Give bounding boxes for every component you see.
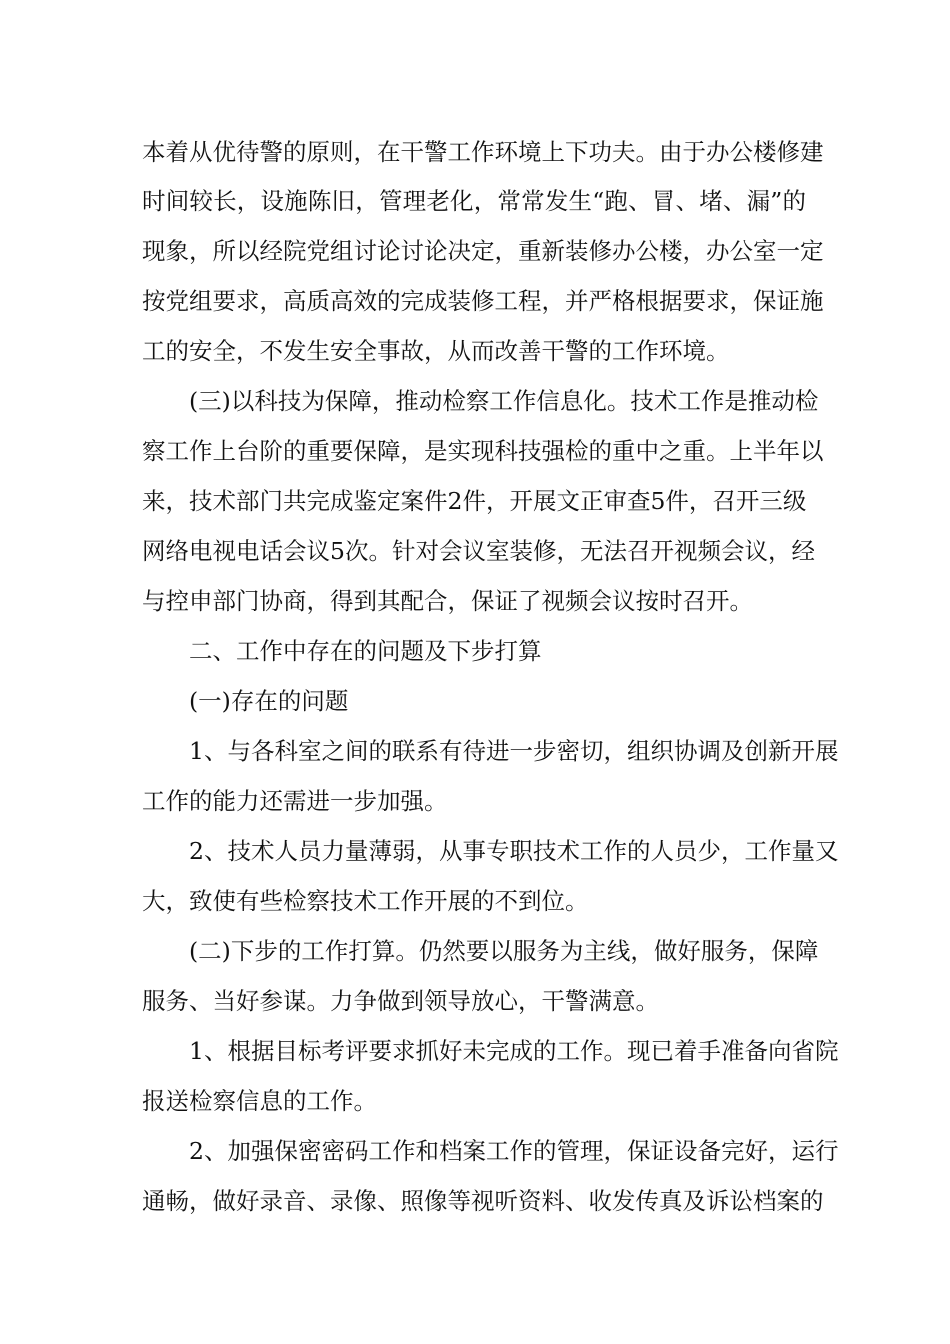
text-line: 网络电视电话会议5次。针对会议室装修，无法召开视频会议，经	[142, 537, 815, 565]
text-line: 工作的能力还需进一步加强。	[142, 787, 448, 815]
list-item-line: 2、技术人员力量薄弱，从事专职技术工作的人员少，工作量又	[189, 837, 839, 865]
text-line: 与控申部门协商，得到其配合，保证了视频会议按时召开。	[142, 587, 753, 615]
text-line: 本着从优待警的原则，在干警工作环境上下功夫。由于办公楼修建	[142, 138, 824, 166]
text-line: 报送检察信息的工作。	[142, 1087, 377, 1115]
text-line: 来，技术部门共完成鉴定案件2件，开展文正审查5件，召开三级	[142, 487, 807, 515]
section-heading: 二、工作中存在的问题及下步打算	[189, 637, 542, 665]
text-line: 时间较长，设施陈旧，管理老化，常常发生“跑、冒、堵、漏”的	[142, 187, 806, 215]
list-item-line: 1、根据目标考评要求抓好未完成的工作。现已着手准备向省院	[189, 1037, 839, 1065]
text-line: 服务、当好参谋。力争做到领导放心，干警满意。	[142, 987, 659, 1015]
text-line: 察工作上台阶的重要保障，是实现科技强检的重中之重。上半年以	[142, 437, 824, 465]
subsection-heading-line: (二)下步的工作打算。仍然要以服务为主线，做好服务，保障	[189, 937, 819, 965]
text-line: 大，致使有些检察技术工作开展的不到位。	[142, 887, 589, 915]
text-line: 工的安全，不发生安全事故，从而改善干警的工作环境。	[142, 337, 730, 365]
text-line: 按党组要求，高质高效的完成装修工程，并严格根据要求，保证施	[142, 287, 824, 315]
list-item-line: 2、加强保密密码工作和档案工作的管理，保证设备完好，运行	[189, 1137, 839, 1165]
text-line: 现象，所以经院党组讨论讨论决定，重新装修办公楼，办公室一定	[142, 237, 824, 265]
list-item-line: 1、与各科室之间的联系有待进一步密切，组织协调及创新开展	[189, 737, 839, 765]
text-line: 通畅，做好录音、录像、照像等视听资料、收发传真及诉讼档案的	[142, 1187, 824, 1215]
subsection-heading: (一)存在的问题	[189, 687, 349, 715]
section-heading-line: (三)以科技为保障，推动检察工作信息化。技术工作是推动检	[189, 387, 819, 415]
